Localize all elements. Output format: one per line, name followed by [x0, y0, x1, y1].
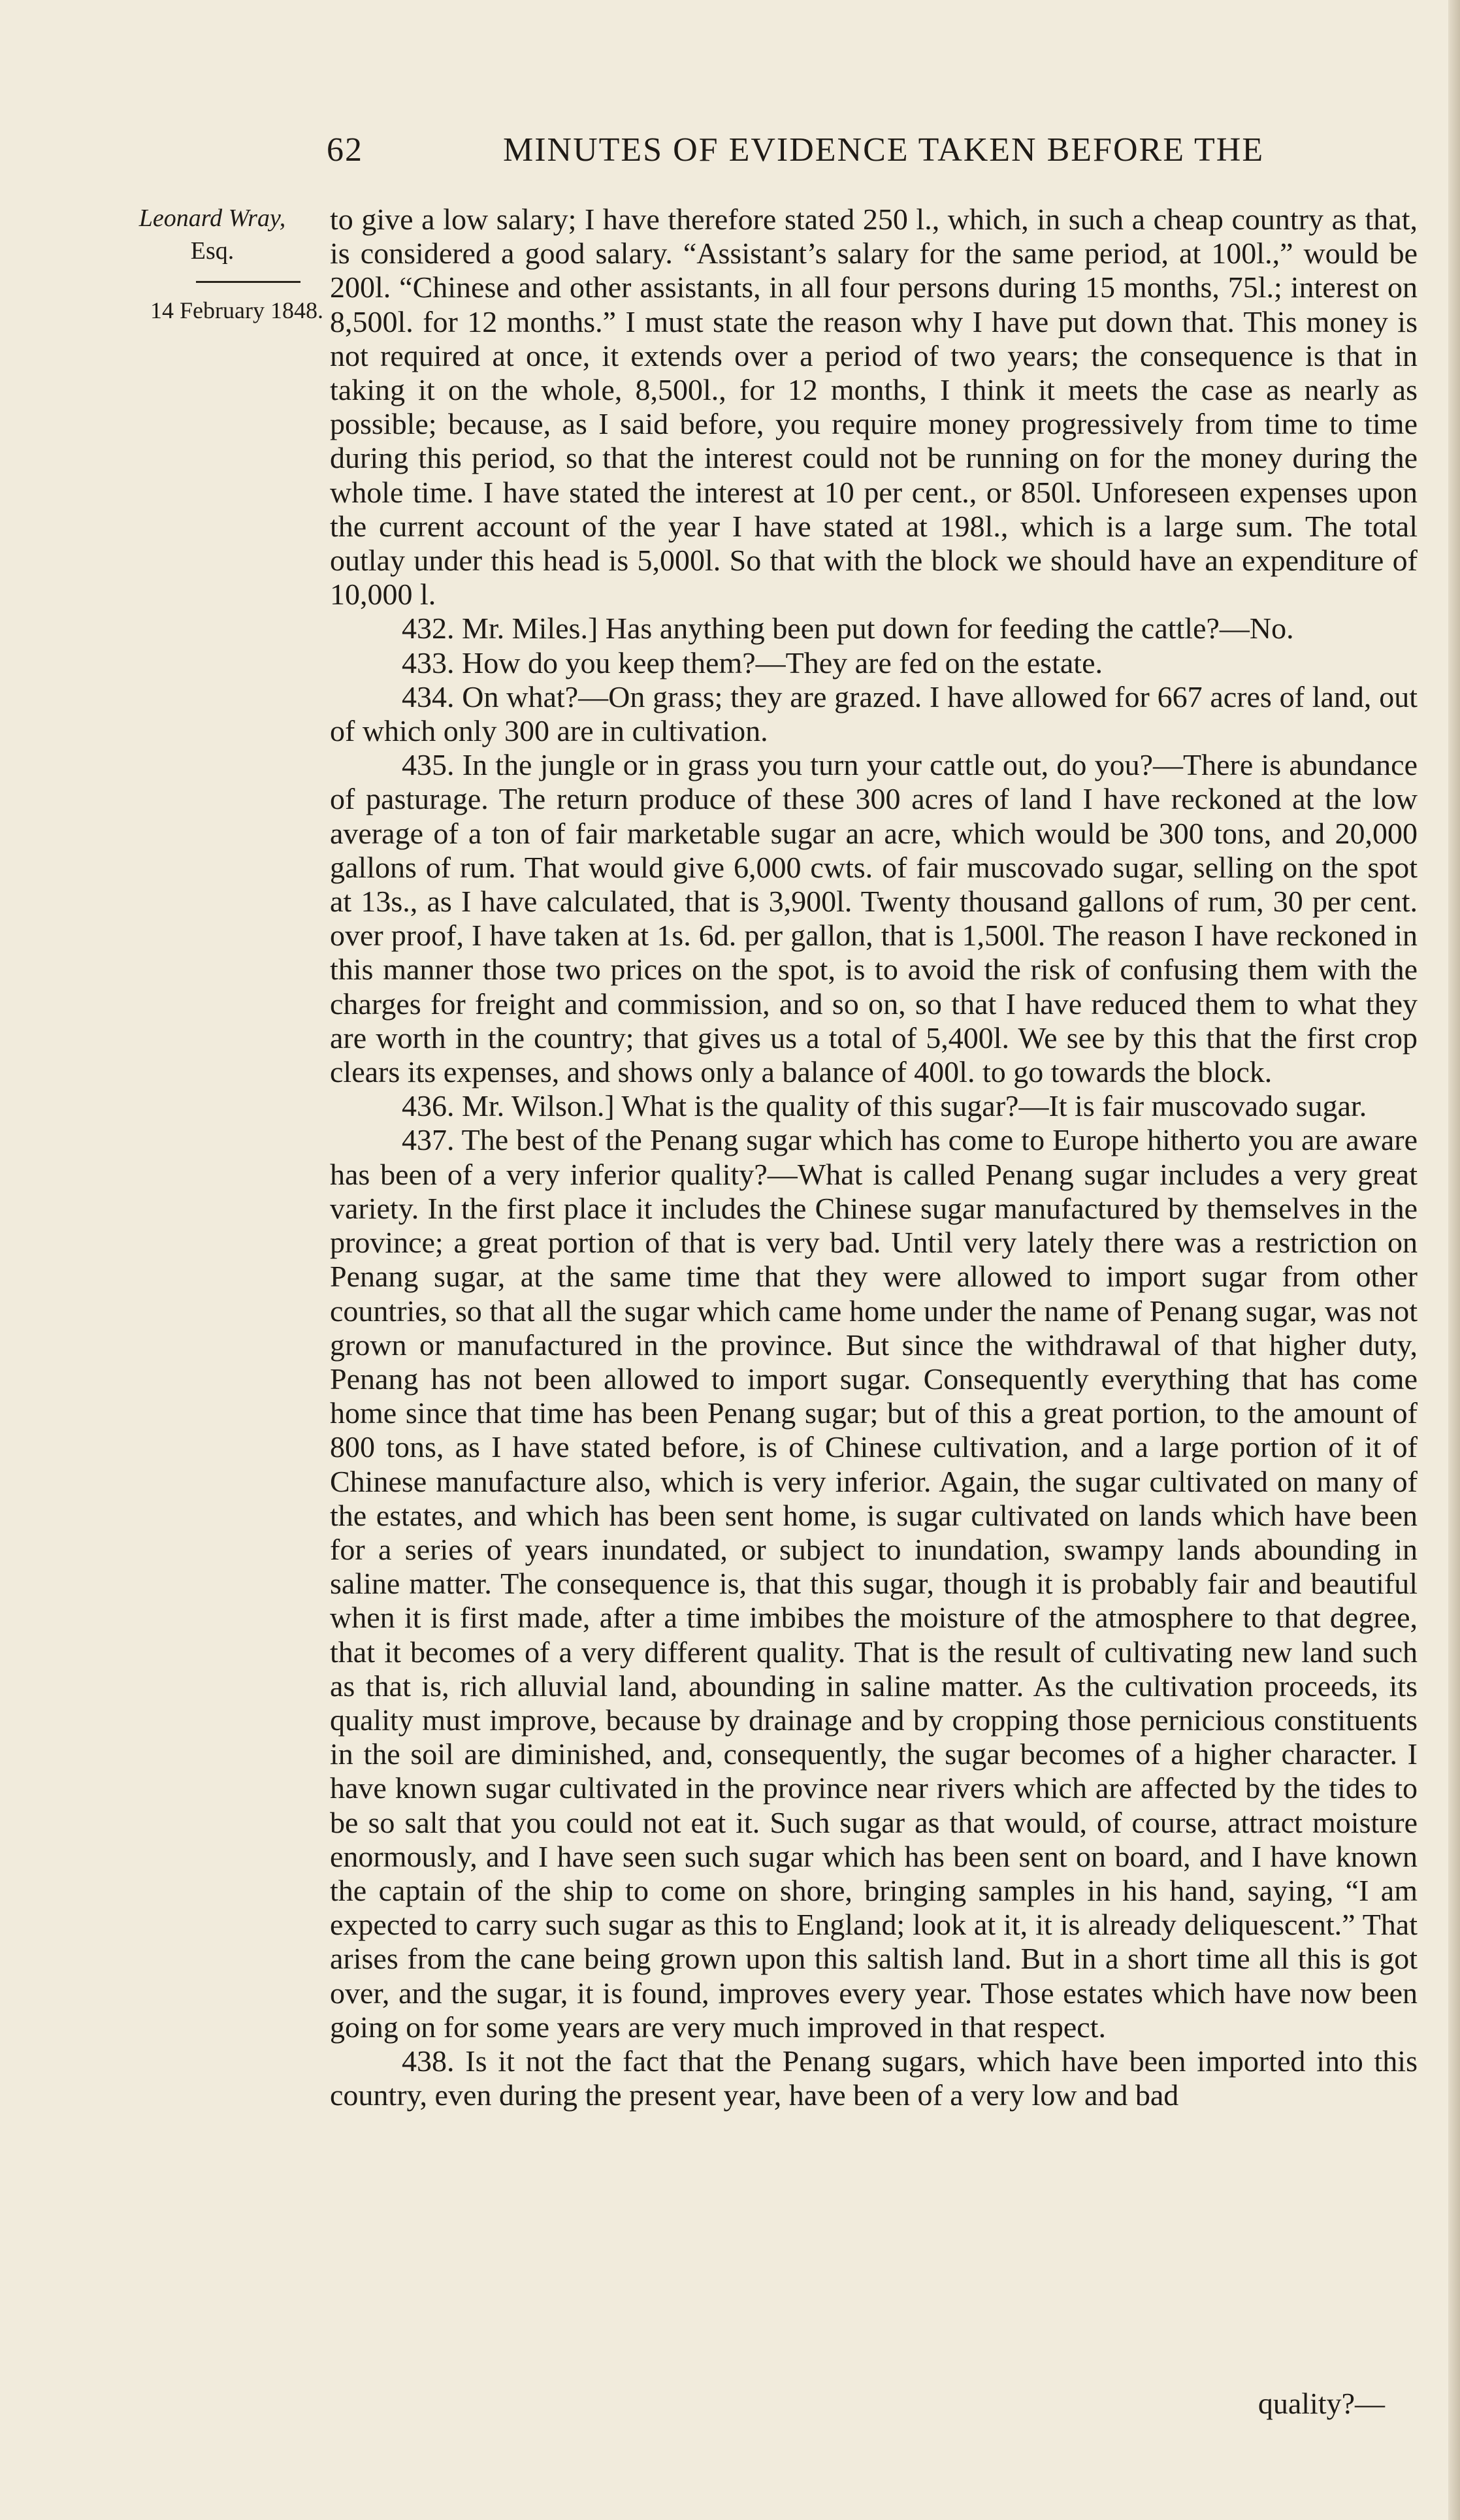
- page-edge: [1448, 0, 1460, 2520]
- evidence-date: 14 February 1848.: [150, 297, 323, 323]
- question-438: 438. Is it not the fact that the Penang sugars, which have been imported into this country, even during the present year, have been of a very low and bad: [330, 2044, 1418, 2112]
- page-continuation: quality?—: [1257, 2387, 1385, 2420]
- page-title: MINUTES OF EVIDENCE TAKEN BEFORE THE: [503, 131, 1265, 169]
- question-434: 434. On what?—On grass; they are grazed. I have allowed for 667 acres of land, out of which only 300 are in cultivation.: [330, 679, 1418, 748]
- paragraph-continued: to give a low salary; I have therefore stated 250 l., which, in such a cheap country as that, is considered a good salary. “Assistant’s salary for the same period, at 100l.,” would be 200l. “Chinese and other assistants, in all four persons during 15 months, 75l.; interest on 8,500l. for 12 months.” I must state the reason why I have put down that. This money is not required at once, it extends over a period of two years; the consequence is that in taking it on the whole, 8,500l., for 12 months, I think it meets the case as nearly as possible; because, as I said before, you require money progressively from time to time during this period, so that the interest could not be running on for the money during the whole time. I have stated the interest at 10 per cent., or 850l. Unforeseen expenses upon the current account of the year I have stated at 198l., which is a large sum. The total outlay under this head is 5,000l. So that with the block we should have an expenditure of 10,000 l.: [330, 203, 1418, 612]
- evidence-text: [330, 203, 1418, 2112]
- page-number: 62: [327, 131, 363, 169]
- question-437: 437. The best of the Penang sugar which has come to Europe hitherto you are aware has been of a very inferior quality?—What is called Penang sugar includes a very great variety. In the first place it includes the Chinese sugar manufactured by themselves in the province; a great portion of that is very bad. Until very lately there was a restriction on Penang sugar, at the same time that they were allowed to import sugar from other countries, so that all the sugar which came home under the name of Penang sugar, was not grown or manufactured in the province. But since the withdrawal of that higher duty, Penang has not been allowed to import sugar. Consequently everything that has come home since that time has been Penang sugar; but of this a great portion, to the amount of 800 tons, as I have stated before, is of Chinese cultivation, and a large portion of it of Chinese manufacture also, which is very inferior. Again, the sugar cultivated on many of the estates, and which has been sent home, is sugar cultivated on lands which have been for a series of years inundated, or subject to inundation, swampy lands abounding in saline matter. The consequence is, that this sugar, though it is probably fair and beautiful when it is first made, after a time imbibes the moisture of the atmosphere to that degree, that it becomes of a very different quality. That is the result of cultivating new land such as that is, rich alluvial land, abounding in saline matter. As the cultivation proceeds, its quality must improve, because by drainage and by cropping those pernicious constituents in the soil are diminished, and, consequently, the sugar becomes of a higher character. I have known sugar cultivated in the province near rivers which are affected by the tides to be so salt that you could not eat it. Such sugar as that would, of course, attract moisture enormously, and I have seen such sugar which has been sent on board, and I have known the captain of the ship to come on shore, bringing samples in his hand, saying, “I am expected to carry such sugar as this to England; look at it, it is already deliquescent.” That arises from the cane being grown upon this saltish land. But in a short time all this is got over, and the sugar, it is found, improves every year. Those estates which have now been going on for some years are very much improved in that respect.: [330, 1123, 1418, 2044]
- question-435: 435. In the jungle or in grass you turn your cattle out, do you?—There is abundance of pasturage. The return produce of these 300 acres of land I have reckoned at the low average of a ton of fair marketable sugar an acre, which would be 300 tons, and 20,000 gallons of rum. That would give 6,000 cwts. of fair muscovado sugar, selling on the spot at 13s., as I have calculated, that is 3,900l. Twenty thousand gallons of rum, 30 per cent. over proof, I have taken at 1s. 6d. per gallon, that is 1,500l. The reason I have reckoned in this manner those two prices on the spot, is to avoid the risk of confusing them with the charges for freight and commission, and so on, so that I have reduced them to what they are worth in the country; that gives us a total of 5,400l. We see by this that the first crop clears its expenses, and shows only a balance of 400l. to go towards the block.: [330, 748, 1418, 1089]
- witness-suffix: Esq.: [190, 237, 235, 265]
- margin-divider: [196, 281, 300, 283]
- question-436: 436. Mr. Wilson.] What is the quality of this sugar?—It is fair muscovado sugar.: [402, 1089, 1367, 1123]
- question-433: 433. How do you keep them?—They are fed on the estate.: [402, 646, 1103, 679]
- page-header: [327, 131, 1264, 169]
- witness-name: Leonard Wray,: [138, 205, 286, 232]
- question-432: 432. Mr. Miles.] Has anything been put down for feeding the cattle?—No.: [402, 612, 1294, 646]
